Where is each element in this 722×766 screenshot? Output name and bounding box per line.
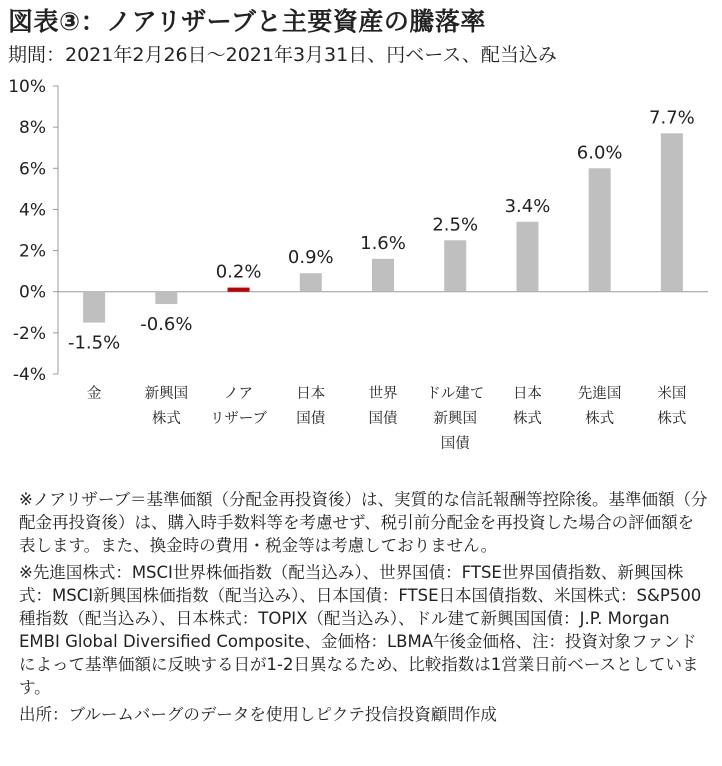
bar-value-label: 6.0% (576, 142, 623, 164)
note-noa-reserve: ※ノアリザーブ＝基準価額（分配金再投資後）は、実質的な信託報酬等控除後。基準価額（分配金再投資後）は、購入時手数料等を考慮せず、税引前分配金を再投資した場合の評価額を表します。また、換金時の費用・税金等は考慮しておりません。 (19, 490, 708, 555)
category-label: 株式 (657, 411, 687, 427)
y-tick-label: 0% (19, 282, 46, 303)
category-label: 世界 (368, 386, 398, 402)
y-tick-label: 6% (19, 159, 46, 180)
chart-title: 図表③：ノアリザーブと主要資産の騰落率 (8, 7, 486, 36)
y-tick-label: 4% (19, 200, 46, 221)
bar (300, 273, 322, 292)
source-note: 出所：ブルームバーグのデータを使用しピクテ投信投資顧問作成 (19, 705, 497, 724)
bar (444, 240, 466, 291)
bar (228, 288, 250, 292)
category-label: 国債 (368, 411, 398, 427)
bar-chart (0, 70, 722, 470)
bar-value-label: 7.7% (649, 107, 695, 129)
bar (589, 168, 611, 291)
category-label: 株式 (585, 411, 615, 427)
bar-value-label: 1.6% (360, 232, 406, 254)
category-label: ドル建て (426, 386, 485, 402)
bar-value-label: -0.6% (140, 314, 193, 336)
category-label: リザーブ (210, 411, 268, 427)
category-label: 株式 (151, 411, 181, 427)
y-tick-label: 10% (8, 77, 46, 97)
category-label: 国債 (440, 436, 470, 452)
y-tick-label: 8% (19, 118, 46, 139)
bar-value-label: 2.5% (432, 214, 479, 236)
note-indices: ※先進国株式：MSCI世界株価指数（配当込み）、世界国債：FTSE世界国債指数、新興国株式：MSCI新興国株価指数（配当込み）、日本国債：FTSE日本国債指数、米国株式：S&P500種指数（配当込み）、日本株式：TOPIX（配当込み）、ドル建て新興国国債：J.P. Morgan EMBI Global Diversified Composite、金価格：LBMA午後金価格、注：投資対象ファンドによって基準価額に反映する日が1-2日異なるため、比較指数は1営業日前ベースとしています。 (19, 563, 702, 697)
category-label: 国債 (296, 411, 326, 427)
y-tick-label: -2% (12, 323, 46, 344)
category-label: 日本 (512, 386, 542, 402)
bar (83, 292, 105, 323)
notes (19, 488, 709, 730)
bar-value-label: 3.4% (504, 195, 551, 217)
bar (661, 133, 683, 291)
category-label: 株式 (512, 411, 542, 427)
category-label: 米国 (657, 386, 687, 402)
bar-value-label: 0.2% (215, 261, 262, 283)
bar (155, 292, 177, 304)
category-label: 新興国 (144, 386, 189, 402)
bar (516, 222, 538, 292)
bar-value-label: -1.5% (67, 332, 121, 354)
category-label: 金 (86, 386, 102, 402)
chart-subtitle: 期間：2021年2月26日～2021年3月31日、円ベース、配当込み (8, 44, 557, 66)
y-tick-label: -4% (12, 365, 46, 385)
y-tick-label: 2% (19, 241, 46, 262)
bar (372, 259, 394, 292)
bar-value-label: 0.9% (287, 247, 334, 269)
category-label: 新興国 (433, 411, 477, 427)
category-label: ノア (224, 386, 254, 402)
category-label: 先進国 (577, 386, 622, 402)
category-label: 日本 (296, 386, 326, 402)
